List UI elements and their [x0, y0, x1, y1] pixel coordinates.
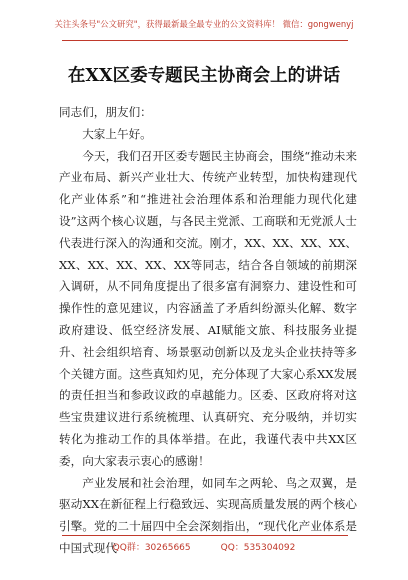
paragraph-1: 大家上午好。 — [82, 126, 152, 141]
header-divider — [62, 40, 348, 41]
footer — [0, 540, 408, 553]
paragraph-2: 今天，我们召开区委专题民主协商会，围绕“推动未来产业布局、新兴产业壮大、传统产业转型，加快构建现代化产业体系”和“推进社会治理体系和治理能力现代化建设”这两个核心议题，与各民主党派、工商联和无党派人士代表进行深入的沟通和交流。刚才，XX、XX、XX、XX、XX、XX、XX、XX、XX等同志，结合各自领域的前期深入调研，从不同角度提出了很多富有洞察力、建设性和可操作性的意见建议，内容涵盖了矛盾纠纷源头化解、数字政府建设、低空经济发展、AI赋能文旅、科技服务业提升、社会组织培育、场景驱动创新以及龙头企业扶持等多个关键方面。这些真知灼见，充分体现了大家心系XX发展的责任担当和参政议政的卓越能力。区委、区政府将对这些宝贵建议进行系统梳理、认真研究、充分吸纳，并切实转化为推动工作的具体举措。在此，我谨代表中共XX区委，向大家表示衷心的感谢！ — [59, 148, 357, 468]
document-title: 在XX区委专题民主协商会上的讲话 — [67, 66, 341, 86]
footer-qq-group: QQ群：30265665 — [112, 543, 191, 553]
footer-qq: QQ：535304092 — [220, 543, 296, 553]
document-body — [59, 102, 357, 560]
salutation: 同志们，朋友们： — [59, 105, 152, 119]
paragraph-3: 产业发展和社会治理，如同车之两轮、鸟之双翼，是驱动XX在新征程上行稳致远、实现高质量发展的两个核心引擎。党的二十届四中全会深刻指出，“现代化产业体系是中国式现代 — [59, 475, 357, 555]
header-banner: 关注头条号"公文研究"，获得最新最全最专业的公文资料库！ 微信：gongwenyj — [54, 19, 354, 29]
footer-divider — [62, 535, 348, 536]
